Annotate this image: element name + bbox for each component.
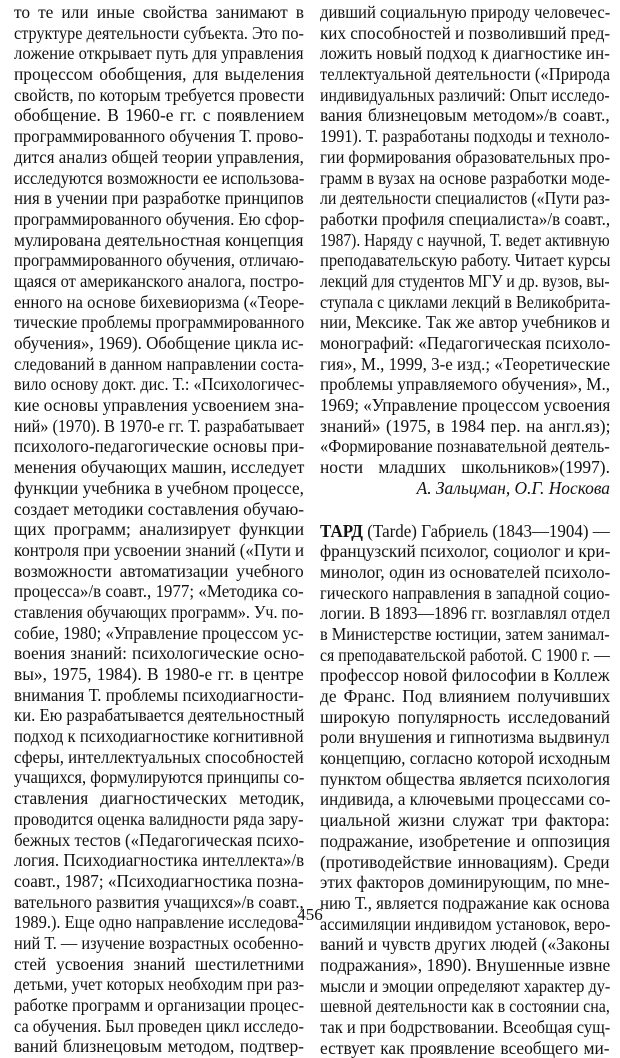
text-line: работки профиля специалиста»/в соавт., xyxy=(320,208,611,229)
text-line: (противодействие инновациям). Среди xyxy=(320,851,610,872)
text-line: «Формирование познавательной деятель- xyxy=(320,436,610,457)
text-line: ли деятельности специалистов («Пути раз- xyxy=(320,188,610,209)
text-line: пунктом общества является психология xyxy=(320,768,610,789)
text-line: ествует как проявление всеобщего ми- xyxy=(320,1037,610,1058)
text-line: мулирована деятельностная концепция xyxy=(14,229,304,250)
text-line: психолого-педагогические основы при- xyxy=(14,436,305,457)
text-line: обучения», 1969). Обобщение цикла ис- xyxy=(14,333,304,353)
text-line: менения обучающих машин, исследует xyxy=(14,457,305,478)
text-line: щих программ; анализирует функции xyxy=(14,519,305,540)
text-line: дивший социальную природу человечес- xyxy=(320,2,611,22)
text-line: вания близнецовым методом»/в соавт., xyxy=(320,105,610,126)
text-line: ставления обучающих программ». Уч. по- xyxy=(14,601,304,622)
entry-separator xyxy=(320,499,610,521)
text-line: преподавательскую работу. Читает курсы xyxy=(320,250,611,271)
text-line: ний» (1970). В 1970-е гг. Т. разрабатывает xyxy=(14,415,305,436)
text-line: концепцию, согласно которой исходным xyxy=(320,748,611,769)
text-line: бежных тестов («Педагогическая психо- xyxy=(14,829,305,850)
text-line: ступала с циклами лекций в Великобрита- xyxy=(320,291,611,312)
text-line: процесса»/в соавт., 1977; «Методика со- xyxy=(14,581,304,602)
text-line: 1991). Т. разработаны подходы и техноло- xyxy=(320,126,610,147)
text-line: так и при бодрствовании. Всеобщая сущ- xyxy=(320,1017,611,1037)
text-line: енного на основе бихевиоризма («Теоре- xyxy=(14,291,305,312)
entry-authors: А. Зальцман, О.Г. Носкова xyxy=(416,477,610,498)
previous-entry-continuation xyxy=(320,2,610,478)
text-line: дится анализ общей теории управления, xyxy=(14,146,304,167)
text-line: ставления диагностических методик, xyxy=(14,788,305,809)
text-line: тические проблемы программированного xyxy=(14,312,305,333)
text-line: ки. Ею разрабатывается деятельностный xyxy=(14,705,305,726)
text-line: детьми, учет которых необходим при раз- xyxy=(14,974,305,995)
text-line: 1987). Наряду с научной, Т. ведет активную xyxy=(320,229,610,250)
page-number: 456 xyxy=(297,905,323,924)
text-line: щаяся от американского аналога, постро- xyxy=(14,270,304,291)
text-line: логия. Психодиагностика интеллекта»/в xyxy=(14,850,305,871)
text-line: функции учебника в учебном процессе, xyxy=(14,477,304,498)
text-line: обобщение. В 1960-е гг. с появлением xyxy=(14,105,305,126)
text-line: индивида, а ключевыми процессами со- xyxy=(320,789,611,810)
text-line: профессор новой философии в Коллеж xyxy=(320,665,610,686)
text-line: подход к психодиагностике когнитивной xyxy=(14,726,304,747)
text-line: французский психолог, социолог и кри- xyxy=(320,541,611,562)
text-line: ся преподавательской работой. С 1900 г. — xyxy=(320,644,610,665)
text-line: теллектуальной деятельности («Природа xyxy=(320,64,611,85)
text-line: кие основы управления усвоением зна- xyxy=(14,395,305,416)
text-line: ассимиляции индивидом установок, веро- xyxy=(320,913,611,934)
text-line: нии, Мексике. Так же автор учебников и xyxy=(320,312,610,333)
text-line: лекций для студентов МГУ и др. вузов, вы- xyxy=(320,270,610,291)
text-line: мысли и эмоции определяют характер ду- xyxy=(320,975,611,996)
right-column xyxy=(320,2,610,1058)
text-line: исследуются возможности ее использова- xyxy=(14,167,305,188)
text-line: ний Т. — изучение возрастных особенно- xyxy=(14,932,304,953)
text-line: монографий: «Педагогическая психоло- xyxy=(320,333,611,353)
text-line: ваний близнецовым методом, подтвер- xyxy=(14,1036,304,1057)
text-line: ких способностей и позволивший пред- xyxy=(320,22,611,43)
text-line: собие, 1980; «Управление процессом ус- xyxy=(14,622,304,643)
text-line: ложить новый подход к диагностике ин- xyxy=(320,43,610,64)
text-line: ваний и чувств других людей («Законы xyxy=(320,934,610,955)
text-line: ложение открывает путь для управления xyxy=(14,43,304,64)
text-line: стей усвоения знаний шестилетними xyxy=(14,953,305,974)
text-line: гического направления в западной социо- xyxy=(320,582,610,603)
text-line: логии. В 1893—1896 гг. возглавлял отдел xyxy=(320,603,611,624)
text-line: ности младших школьников»(1997). xyxy=(320,457,610,478)
text-line: минолог, один из основателей психоло- xyxy=(320,561,611,582)
text-line: этих факторов доминирующим, по мне- xyxy=(320,872,610,893)
entry-tard-text xyxy=(320,541,610,1058)
text-line: внимания Т. проблемы психодиагности- xyxy=(14,684,304,705)
text-line: свойств, по которым требуется провести xyxy=(14,84,305,105)
text-line: гии формирования образовательных про- xyxy=(320,146,610,167)
text-line: подражания», 1890). Внушенные извне xyxy=(320,954,611,975)
text-line: подражание, изобретение и оппозиция xyxy=(320,830,610,851)
text-line: создает методики составления обучаю- xyxy=(14,498,305,519)
text-line: структуре деятельности субъекта. Это по- xyxy=(14,22,304,43)
text-line: проблемы управляемого обучения», М., xyxy=(320,374,611,395)
text-line: программированного обучения, отличаю- xyxy=(14,250,304,271)
left-column xyxy=(14,2,304,1057)
text-line: са обучения. Был проведен цикл исследо- xyxy=(14,1015,304,1036)
text-line: вы», 1975, 1984). В 1980-е гг. в центре xyxy=(14,664,304,684)
text-line: в Министерстве юстиции, затем занимал- xyxy=(320,623,610,644)
entry-headword: ТАРД xyxy=(320,520,363,541)
text-line: учащихся, формулируются принципы со- xyxy=(14,767,305,788)
text-line: вило основу докт. дис. Т.: «Психологичес- xyxy=(14,374,305,395)
text-line: воения знаний: психологические осно- xyxy=(14,643,305,664)
text-line: индивидуальных различий: Опыт исследо- xyxy=(320,84,610,105)
text-line: сферы, интеллектуальных способностей xyxy=(14,746,304,767)
text-line: 1969; «Управление процессом усвоения xyxy=(320,395,611,416)
text-line: работке программ и организации процес- xyxy=(14,995,305,1015)
text-line: процессом обобщения, для выделения xyxy=(14,64,305,85)
text-line: то те или иные свойства занимают в xyxy=(14,2,305,22)
text-line: циальной жизни служат три фактора: xyxy=(320,810,610,831)
text-line: ния в учении при разработке принципов xyxy=(14,188,304,209)
text-line: знаний» (1975, в 1984 пер. на англ.яз); xyxy=(320,415,611,436)
text-line: программированного обучения. Ею сфор- xyxy=(14,208,305,229)
text-line: следований в данном направлении соста- xyxy=(14,353,304,374)
text-line: возможности автоматизации учебного xyxy=(14,560,304,581)
entry-first-line xyxy=(320,520,610,542)
text-line: соавт., 1987; «Психодиагностика позна- xyxy=(14,870,304,891)
text-line: нию Т., является подражание как основа xyxy=(320,892,610,913)
text-line: широкую популярность исследований xyxy=(320,706,611,727)
text-line: 1989.). Еще одно направление исследова- xyxy=(14,912,304,933)
text-line: контроля при усвоении знаний («Пути и xyxy=(14,539,305,560)
text-line: грамм в вузах на основе разработки моде- xyxy=(320,167,611,188)
entry-first-line-rest: (Tarde) Габриель (1843—1904) — xyxy=(362,520,610,541)
text-line: гия», М., 1999, 3-е изд.; «Теоретические xyxy=(320,353,611,374)
text-line: проводится оценка валидности ряда зару- xyxy=(14,808,304,829)
text-line: роли внушения и гипнотизма выдвинул xyxy=(320,727,610,748)
text-line: шевной деятельности как в состоянии сна, xyxy=(320,996,610,1017)
text-line: де Франс. Под влиянием получивших xyxy=(320,686,611,706)
text-line: программированного обучения Т. прово- xyxy=(14,126,304,147)
text-line: вательного развития учащихся»/в соавт., xyxy=(14,891,304,912)
